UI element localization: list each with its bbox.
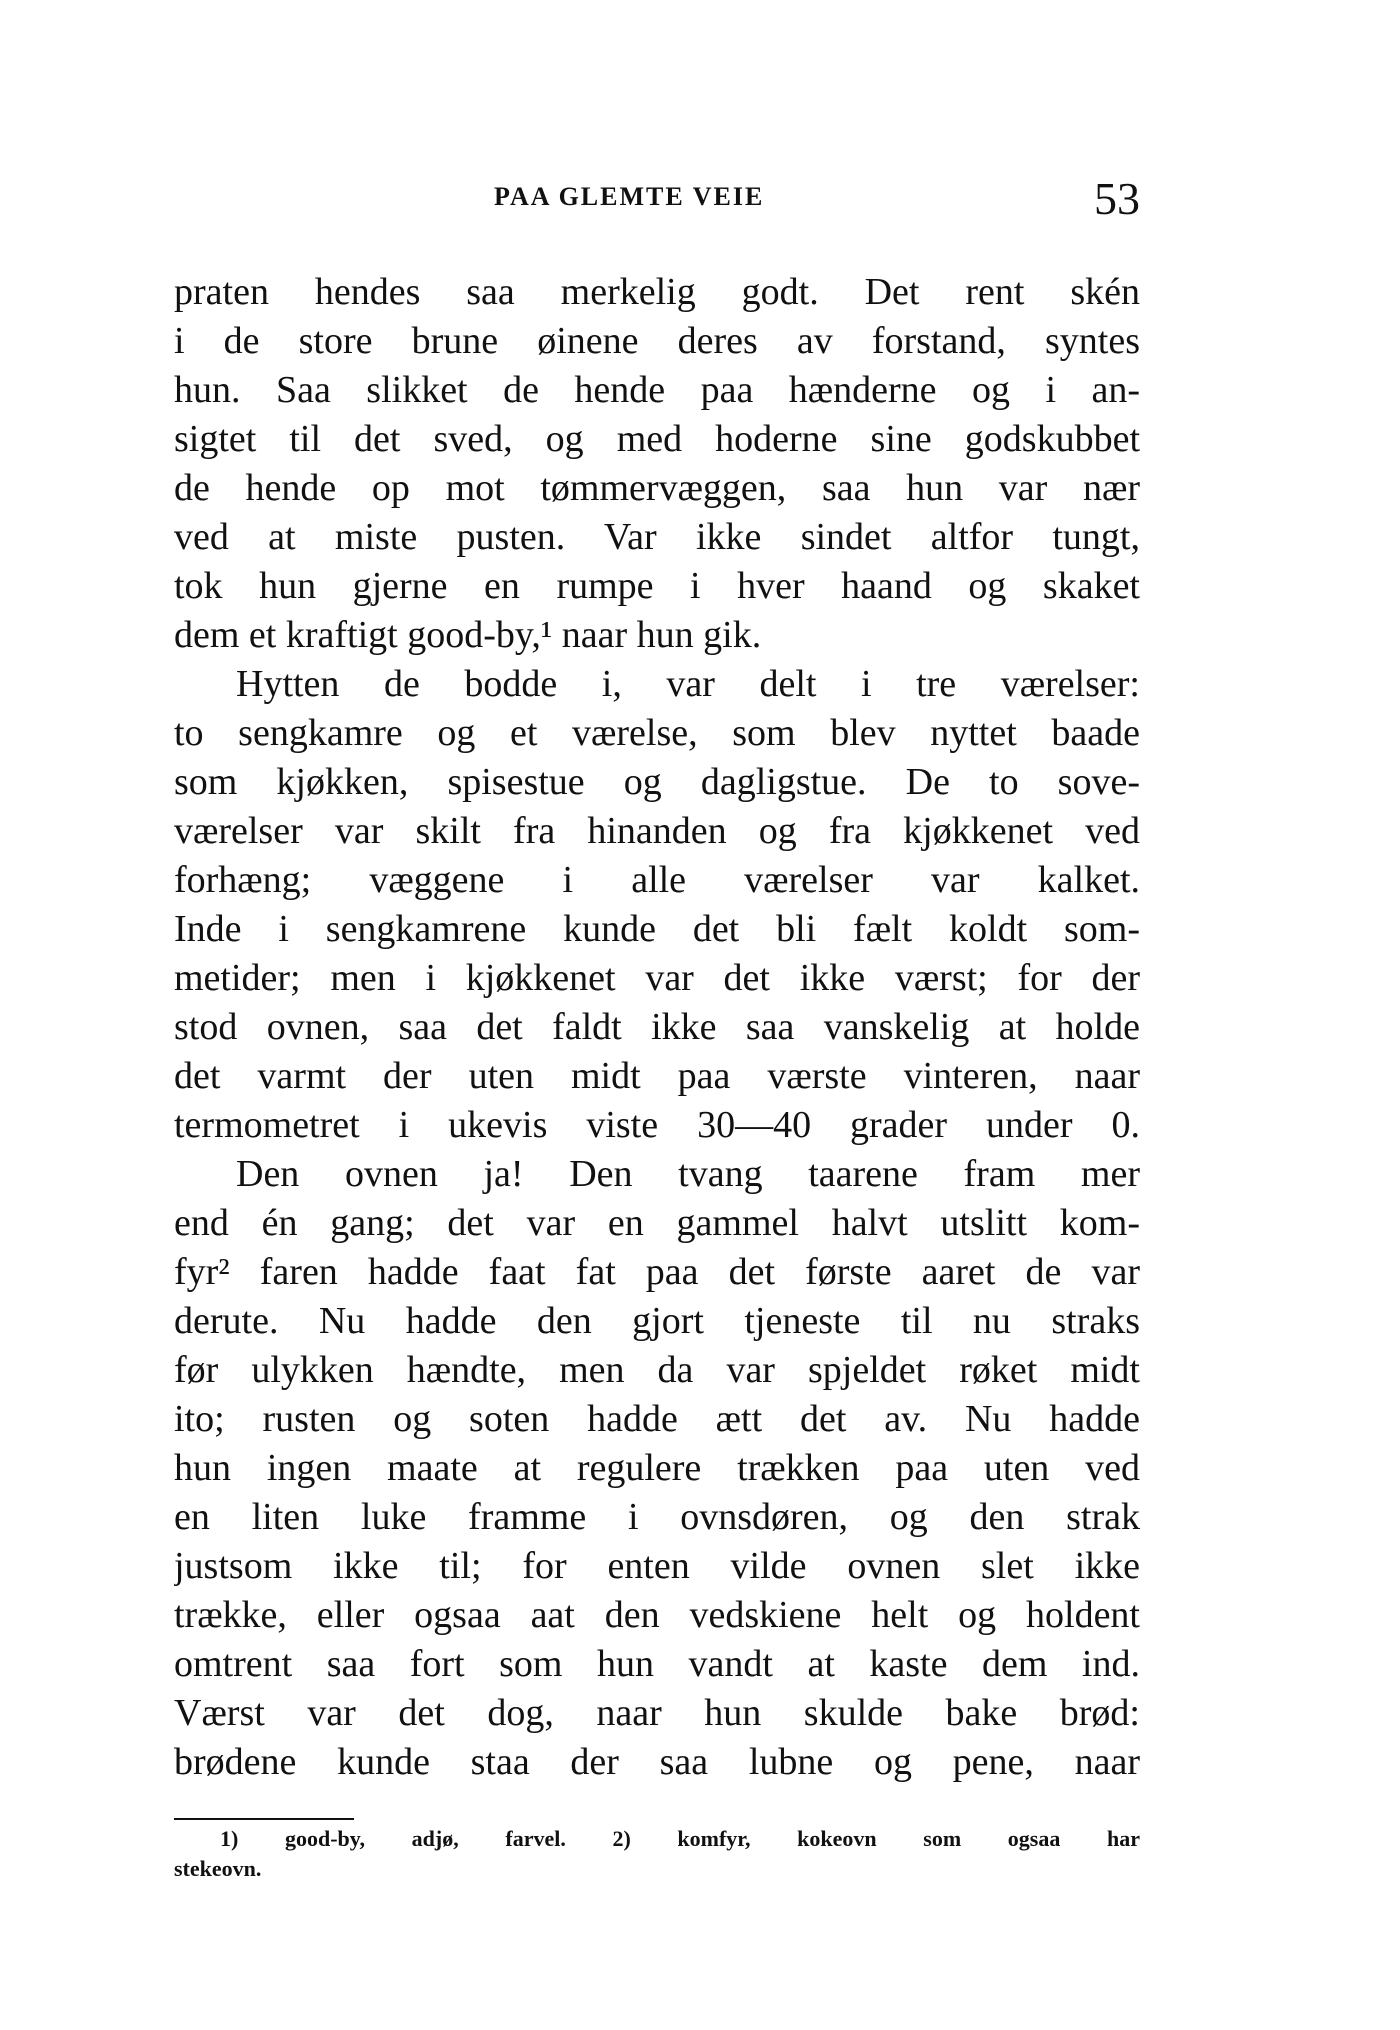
running-head: PAA GLEMTE VEIE	[494, 182, 765, 211]
text-line: justsom ikke til; for enten vilde ovnen slet ikke	[174, 1545, 1140, 1587]
text-line: Hytten de bodde i, var delt i tre værelser:	[236, 663, 1140, 705]
text-line: dem et kraftigt good-by,¹ naar hun gik.	[174, 614, 762, 656]
text-line: Inde i sengkamrene kunde det bli fælt koldt som-	[174, 908, 1140, 950]
text-line: de hende op mot tømmervæggen, saa hun var nær	[174, 467, 1140, 509]
body-text	[174, 268, 1140, 1787]
text-line: ved at miste pusten. Var ikke sindet altfor tungt,	[174, 516, 1140, 558]
text-line: det varmt der uten midt paa værste vinteren, naar	[174, 1055, 1140, 1097]
footnote-line: 1) good-by, adjø, farvel. 2) komfyr, kokeovn som ogsaa har	[220, 1826, 1140, 1851]
text-line: før ulykken hændte, men da var spjeldet røket midt	[174, 1349, 1140, 1391]
text-line: Den ovnen ja! Den tvang taarene fram mer	[236, 1153, 1140, 1195]
text-line: end én gang; det var en gammel halvt utslitt kom-	[174, 1202, 1140, 1244]
text-line: metider; men i kjøkkenet var det ikke værst; for der	[174, 957, 1140, 999]
text-line: hun. Saa slikket de hende paa hænderne og i an-	[174, 369, 1140, 411]
footnotes	[174, 1824, 1140, 1884]
text-line: sigtet til det sved, og med hoderne sine godskubbet	[174, 418, 1140, 460]
text-line: trække, eller ogsaa aat den vedskiene helt og holdent	[174, 1594, 1140, 1636]
text-line: i de store brune øinene deres av forstand, syntes	[174, 320, 1140, 362]
text-line: tok hun gjerne en rumpe i hver haand og skaket	[174, 565, 1140, 607]
text-line: som kjøkken, spisestue og dagligstue. De to sove-	[174, 761, 1140, 803]
text-line: en liten luke framme i ovnsdøren, og den strak	[174, 1496, 1140, 1538]
text-line: derute. Nu hadde den gjort tjeneste til nu straks	[174, 1300, 1140, 1342]
footnote-line: stekeovn.	[174, 1856, 262, 1881]
text-line: forhæng; væggene i alle værelser var kalket.	[174, 859, 1140, 901]
page-number: 53	[1094, 173, 1140, 224]
text-line: hun ingen maate at regulere trækken paa uten ved	[174, 1447, 1140, 1489]
text-line: termometret i ukevis viste 30—40 grader under 0.	[174, 1104, 1140, 1146]
text-line: praten hendes saa merkelig godt. Det rent skén	[174, 271, 1140, 313]
text-line: værelser var skilt fra hinanden og fra kjøkkenet ved	[174, 810, 1140, 852]
text-line: fyr² faren hadde faat fat paa det første aaret de var	[174, 1251, 1140, 1293]
text-line: stod ovnen, saa det faldt ikke saa vanskelig at holde	[174, 1006, 1140, 1048]
text-line: brødene kunde staa der saa lubne og pene, naar	[174, 1741, 1140, 1783]
text-line: omtrent saa fort som hun vandt at kaste dem ind.	[174, 1643, 1140, 1685]
text-line: to sengkamre og et værelse, som blev nyttet baade	[174, 712, 1140, 754]
page-header	[174, 172, 1140, 232]
text-line: Værst var det dog, naar hun skulde bake brød:	[174, 1692, 1140, 1734]
footnote-rule	[174, 1818, 354, 1820]
text-line: ito; rusten og soten hadde ætt det av. Nu hadde	[174, 1398, 1140, 1440]
